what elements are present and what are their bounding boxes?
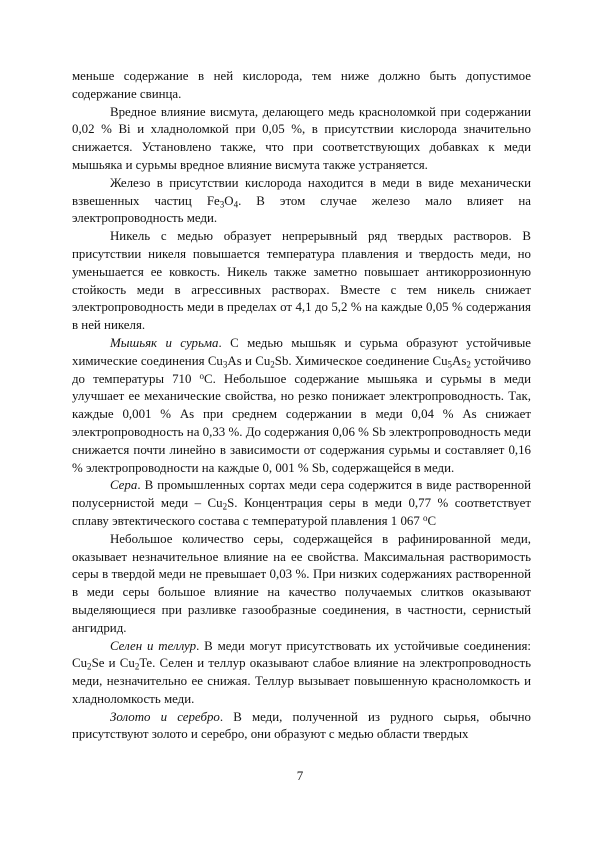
paragraph-arsenic-antimony: Мышьяк и сурьма. С медью мышьяк и сурьма образуют устойчивые химические соединения $Cu_3As$ и $Cu_2Sb$. Химическое соединение $Cu_5As_2$ устойчиво до температуры 710 $^o$С. Небольшое содержание мышьяка и сурьмы в меди улучшает ее механические свойства, но резко понижает электропроводность. Так, каждые 0,001 % As при среднем содержании в меди 0,04 % As снижает электропроводность на 0,33 %. До содержания 0,06 % Sb электропроводность меди снижается почти линейно в зависимости от содержания сурьмы и составляет 0,16 % электропроводности на каждые 0, 001 % Sb, содержащейся в меди. <box>72 335 531 475</box>
section-title-arsenic-antimony: Мышьяк и сурьма <box>110 335 219 350</box>
paragraph-bismuth: Вредное влияние висмута, делающего медь красноломкой при содержании 0,02 % Bi и хладноломкой при 0,05 %, в присутствии кислорода значительно снижается. Установлено также, что при соответствующих добавках к меди мышьяка и сурьмы вредное влияние висмута также устраняется. <box>72 104 531 172</box>
section-title-sulfur: Сера <box>110 478 138 493</box>
paragraph-oxygen-lead: меньше содержание в ней кислорода, тем ниже должно быть допустимое содержание свинца. <box>72 69 531 101</box>
paragraph-sulfur: Сера. В промышленных сортах меди сера содержится в виде растворенной полусернистой меди – $Cu_2S$. Концентрация серы в меди 0,77 % соответствует сплаву эвтектического состава с температурой плавления 1 067 $^o$С <box>72 478 532 528</box>
paragraph-gold-silver: Золото и серебро. В меди, полученной из рудного сырья, обычно присутствуют золото и серебро, они образуют с медью области твердых <box>72 709 531 742</box>
paragraph-nickel: Никель с медью образует непрерывный ряд твердых растворов. В присутствии никеля повышается температура плавления и твердость меди, но уменьшается ее ковкость. Никель также заметно повышает антикоррозионную стойкость меди в агрессивных растворах. Вместе с тем никель снижает электропроводность меди в пределах от 4,1 до 5,2 % на каждые 0,05 % содержания в ней никеля. <box>72 229 531 333</box>
paragraph-selenium-tellurium: Селен и теллур. В меди могут присутствовать их устойчивые соединения: $Cu_2Se$ и $Cu_2Te$. Селен и теллур оказывают слабое влияние на электропроводность меди, незначительно ее снижая. Теллур вызывает повышенную красноломкость и хладноломкость меди. <box>72 638 532 706</box>
paragraph-sulfur-refined: Небольшое количество серы, содержащейся в рафинированной меди, оказывает незначительное влияние на ее свойства. Максимальная растворимость серы в твердой меди не превышает 0,03 %. При низких содержаниях растворенной в меди серы большое влияние на качество получаемых слитков оказывают выделяющиеся при разливке газообразные соединения, в частности, сернистый ангидрид. <box>72 531 531 635</box>
page-body <box>72 68 531 744</box>
page-number: 7 <box>296 768 304 783</box>
section-title-selenium-tellurium: Селен и теллур <box>110 638 197 653</box>
paragraph-iron: Железо в присутствии кислорода находится в меди в виде механически взвешенных частиц $Fe_3O_4$. В этом случае железо мало влияет на электропроводность меди. <box>72 175 531 226</box>
section-title-gold-silver: Золото и серебро <box>110 709 220 724</box>
